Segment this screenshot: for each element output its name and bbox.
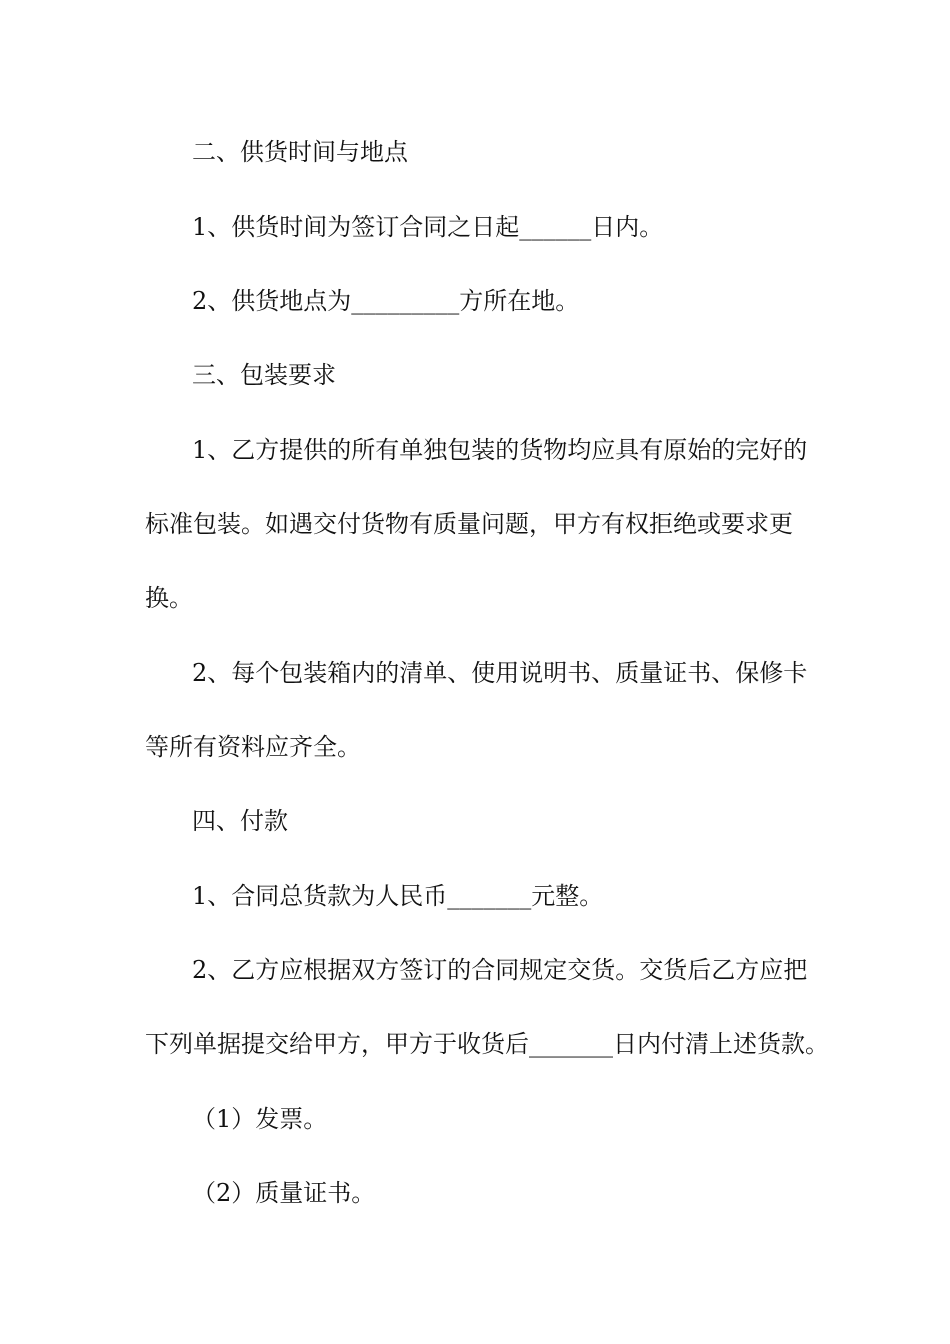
section-heading-payment: 四、付款 — [192, 807, 288, 835]
paragraph-packaging-1-line-1: 1、乙方提供的所有单独包装的货物均应具有原始的完好的 — [192, 436, 808, 464]
paragraph-payment-total: 1、合同总货款为人民币_______元整。 — [192, 882, 604, 910]
paragraph-packaging-2-line-2: 等所有资料应齐全。 — [145, 733, 361, 761]
paragraph-supply-time: 1、供货时间为签订合同之日起______日内。 — [192, 213, 664, 241]
paragraph-packaging-1-line-2: 标准包装。如遇交付货物有质量问题，甲方有权拒绝或要求更 — [145, 510, 793, 538]
paragraph-packaging-2-line-1: 2、每个包装箱内的清单、使用说明书、质量证书、保修卡 — [192, 659, 808, 687]
list-item-quality-certificate: （2）质量证书。 — [192, 1179, 376, 1207]
list-item-invoice: （1）发票。 — [192, 1105, 328, 1133]
paragraph-packaging-1-line-3: 换。 — [145, 584, 193, 612]
paragraph-payment-2-line-2: 下列单据提交给甲方，甲方于收货后_______日内付清上述货款。 — [145, 1030, 829, 1058]
section-heading-packaging: 三、包装要求 — [192, 361, 336, 389]
paragraph-payment-2-line-1: 2、乙方应根据双方签订的合同规定交货。交货后乙方应把 — [192, 956, 808, 984]
paragraph-supply-place: 2、供货地点为_________方所在地。 — [192, 287, 580, 315]
section-heading-supply-time-place: 二、供货时间与地点 — [192, 138, 408, 166]
